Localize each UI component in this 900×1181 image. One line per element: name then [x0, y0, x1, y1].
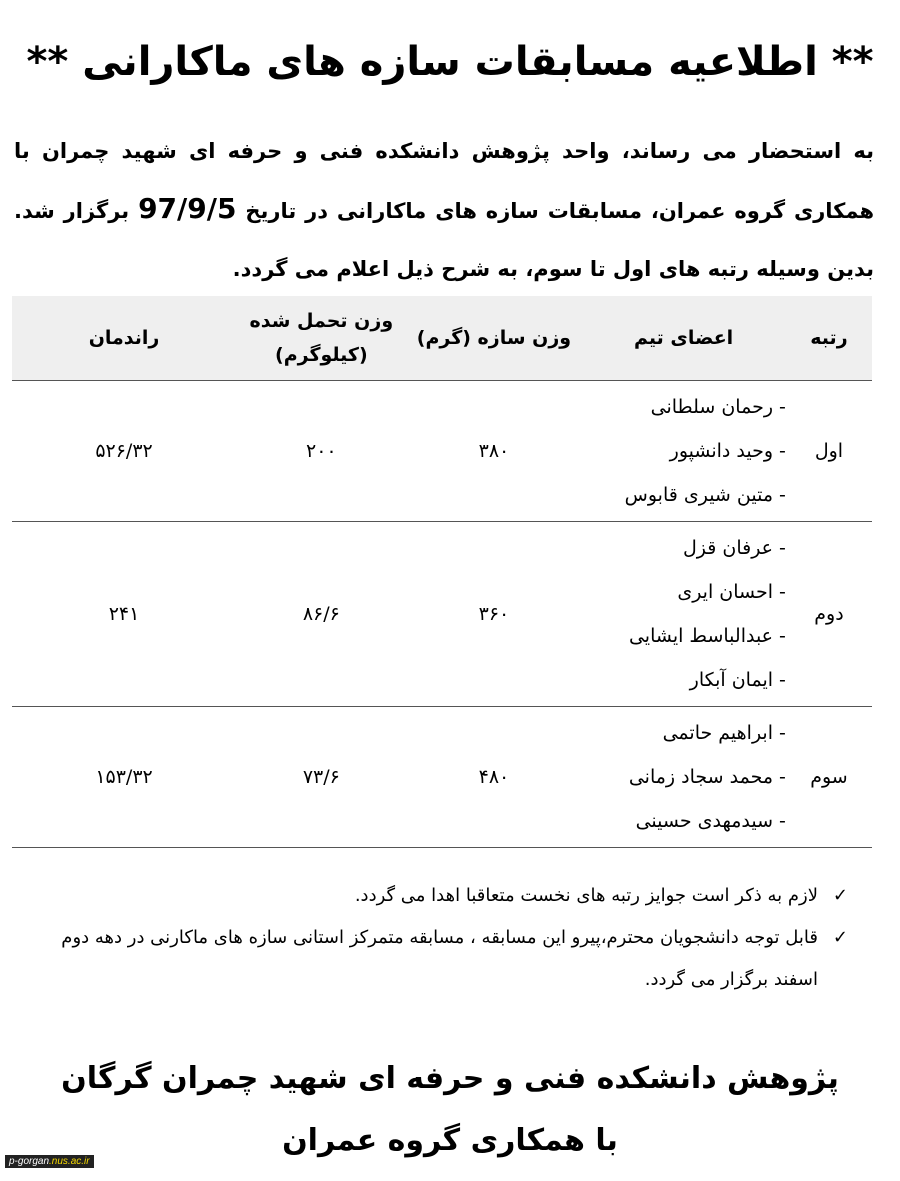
table-row [12, 522, 872, 707]
intro-paragraph [14, 122, 874, 298]
efficiency-cell: ۲۴۱ [12, 522, 236, 707]
team-member: - ایمان آبکار [581, 658, 786, 702]
header-structure-weight: وزن سازه (گرم) [407, 296, 582, 381]
site-watermark [5, 1155, 94, 1168]
page-title: ** اطلاعیه مسابقات سازه های ماکارانی ** [26, 39, 874, 85]
load-cell: ۸۶/۶ [236, 522, 407, 707]
weight-cell: ۳۸۰ [407, 381, 582, 522]
team-member: - احسان ایری [581, 570, 786, 614]
team-member: - سیدمهدی حسینی [581, 799, 786, 843]
rank-cell: سوم [786, 707, 872, 848]
load-cell: ۷۳/۶ [236, 707, 407, 848]
footer-signature [0, 1048, 900, 1172]
table-row [12, 381, 872, 522]
team-member: - متین شیری قابوس [581, 473, 786, 517]
rank-cell: دوم [786, 522, 872, 707]
team-member: - رحمان سلطانی [581, 385, 786, 429]
load-cell: ۲۰۰ [236, 381, 407, 522]
header-rank: رتبه [786, 296, 872, 381]
team-member: - وحید دانشپور [581, 429, 786, 473]
note-text: قابل توجه دانشجویان محترم،پیرو این مسابقه ، مسابقه متمرکز استانی سازه های ماکارنی در دهه دوم اسفند برگزار می گردد. [61, 927, 818, 990]
header-load-carried: وزن تحمل شده (کیلوگرم) [236, 296, 407, 381]
team-member: - عرفان قزل [581, 526, 786, 570]
efficiency-cell: ۵۲۶/۳۲ [12, 381, 236, 522]
team-member: - ابراهیم حاتمی [581, 711, 786, 755]
note-text: لازم به ذکر است جوایز رتبه های نخست متعاقبا اهدا می گردد. [354, 885, 818, 906]
notes-list [30, 875, 848, 1001]
note-item [30, 917, 848, 1001]
watermark-prefix: p-gorgan [9, 1156, 50, 1167]
members-cell [581, 381, 786, 522]
checkmark-icon: ✓ [832, 927, 848, 948]
results-table [12, 296, 872, 848]
team-member: - محمد سجاد زمانی [581, 755, 786, 799]
members-cell [581, 707, 786, 848]
checkmark-icon: ✓ [832, 885, 848, 906]
weight-cell: ۳۶۰ [407, 522, 582, 707]
intro-text-before-date: به استحضار می رساند، واحد پژوهش دانشکده فنی و حرفه ای شهید چمران با همکاری گروه عمران، مسابقات سازه های ماکارانی در تاریخ [14, 139, 875, 223]
table-header-row [12, 296, 872, 381]
table-row [12, 707, 872, 848]
competition-date: 97/9/5 [138, 192, 237, 225]
note-item [30, 875, 848, 917]
watermark-domain: .nus.ac.ir [49, 1156, 90, 1167]
header-efficiency: راندمان [12, 296, 236, 381]
members-cell [581, 522, 786, 707]
footer-line-organization: پژوهش دانشکده فنی و حرفه ای شهید چمران گرگان [61, 1061, 839, 1096]
efficiency-cell: ۱۵۳/۳۲ [12, 707, 236, 848]
weight-cell: ۴۸۰ [407, 707, 582, 848]
intro-text-after-date: برگزار شد. بدین وسیله رتبه های اول تا سوم، به شرح ذیل اعلام می گردد. [14, 199, 874, 281]
header-members: اعضای تیم [581, 296, 786, 381]
footer-line-collaboration: با همکاری گروه عمران [282, 1123, 618, 1158]
rank-cell: اول [786, 381, 872, 522]
team-member: - عبدالباسط ایشایی [581, 614, 786, 658]
